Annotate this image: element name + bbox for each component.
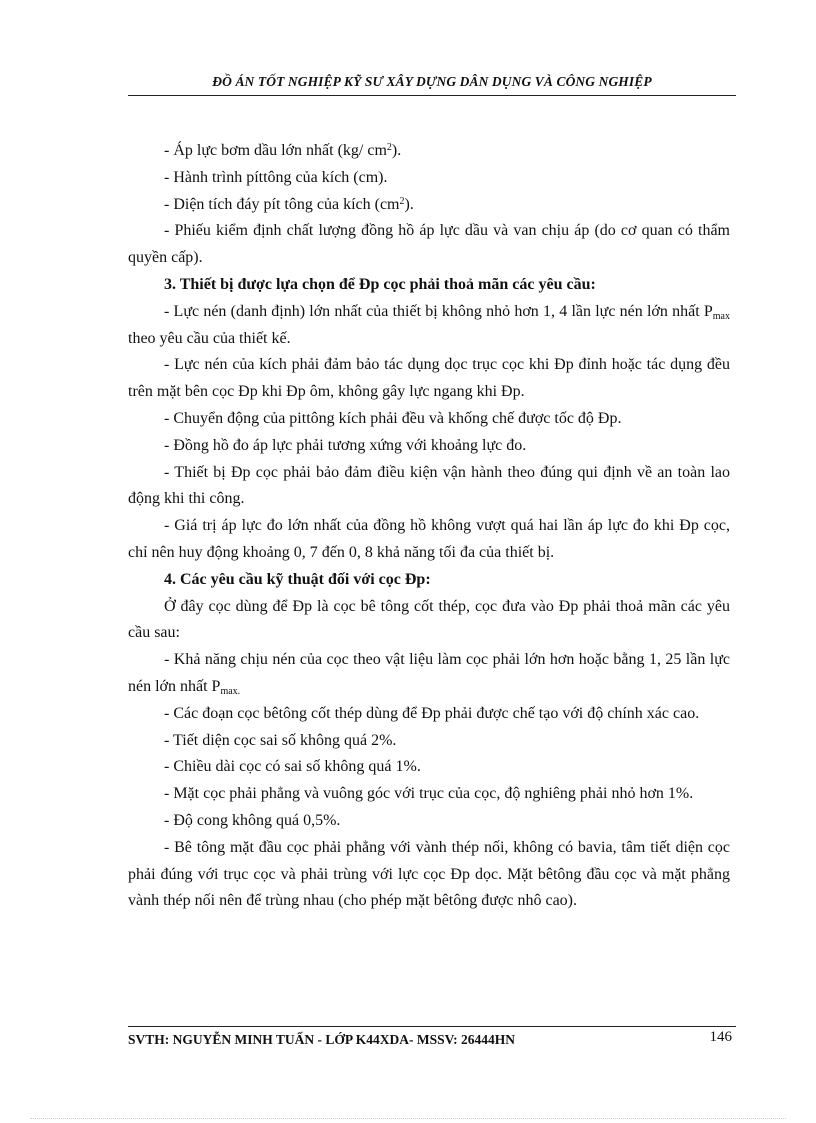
list-item: - Lực nén (danh định) lớn nhất của thiết bị không nhỏ hơn 1, 4 lần lực nén lớn nhất $P_{max}$ theo yêu cầu của thiết kế. bbox=[128, 302, 730, 347]
list-item: - Lực nén của kích phải đảm bảo tác dụng dọc trục cọc khi Đp đỉnh hoặc tác dụng đều trên mặt bên cọc Đp khi Đp ôm, không gây lực ngang khi Đp. bbox=[128, 356, 730, 401]
list-item: - Chiều dài cọc có sai số không quá 1%. bbox=[164, 758, 421, 776]
section-heading: 4. Các yêu cầu kỹ thuật đối với cọc Đp: bbox=[164, 570, 431, 588]
list-item: - Mặt cọc phải phẳng và vuông góc với trục của cọc, độ nghiêng phải nhỏ hơn 1%. bbox=[164, 785, 694, 803]
list-item: - Bê tông mặt đầu cọc phải phẳng với vành thép nối, không có bavia, tâm tiết diện cọc phải đúng với trục cọc và phải trùng với lực cọc Đp dọc. Mặt bêtông đầu cọc và mặt phẳng vành thép nối nên để trùng nhau (cho phép mặt bêtông được nhô cao). bbox=[128, 838, 730, 910]
list-item: - Diện tích đáy pít tông của kích $(cm^2)$. bbox=[164, 195, 414, 213]
section-heading: 3. Thiết bị được lựa chọn để Đp cọc phải thoả mãn các yêu cầu: bbox=[164, 275, 596, 293]
page-content bbox=[128, 138, 730, 915]
list-item: - Tiết diện cọc sai số không quá 2%. bbox=[164, 731, 397, 749]
paragraph: Ở đây cọc dùng để Đp là cọc bê tông cốt thép, cọc đưa vào Đp phải thoả mãn các yêu cầu sau: bbox=[128, 597, 730, 642]
footer-divider bbox=[128, 1026, 736, 1027]
page-edge-dotted-line bbox=[30, 1118, 786, 1119]
list-item: - Các đoạn cọc bêtông cốt thép dùng để Đp phải được chế tạo với độ chính xác cao. bbox=[164, 704, 700, 722]
header-divider bbox=[128, 95, 736, 96]
list-item: - Đồng hồ đo áp lực phải tương xứng với khoảng lực đo. bbox=[164, 436, 527, 454]
list-item: - Giá trị áp lực đo lớn nhất của đồng hồ không vượt quá hai lần áp lực đo khi Đp cọc, chỉ nên huy động khoảng 0, 7 đến 0, 8 khả năng tối đa của thiết bị. bbox=[128, 517, 730, 561]
footer-author: SVTH: NGUYỄN MINH TUẤN - LỚP K44XDA- MSSV: 26444HN bbox=[128, 1032, 516, 1047]
running-footer bbox=[128, 1032, 736, 1048]
list-item: - Áp lực bơm dầu lớn nhất (kg/ $cm^2$). bbox=[164, 142, 402, 159]
list-item: - Chuyển động của pittông kích phải đều và khống chế được tốc độ Đp. bbox=[164, 409, 622, 427]
list-item: - Độ cong không quá 0,5%. bbox=[164, 811, 341, 829]
page-number: 146 bbox=[709, 1029, 732, 1045]
running-header: ĐỒ ÁN TỐT NGHIỆP KỸ SƯ XÂY DỰNG DÂN DỤNG VÀ CÔNG NGHIỆP bbox=[212, 74, 652, 89]
list-item: - Khả năng chịu nén của cọc theo vật liệu làm cọc phải lớn hơn hoặc bằng 1, 25 lần lực nén lớn nhất $P_{max.}$ bbox=[128, 651, 730, 697]
list-item: - Thiết bị Đp cọc phải bảo đảm điều kiện vận hành theo đúng qui định về an toàn lao động khi thi công. bbox=[128, 463, 730, 508]
list-item: - Phiếu kiểm định chất lượng đồng hồ áp lực dầu và van chịu áp (do cơ quan có thẩm quyền cấp). bbox=[128, 222, 730, 267]
list-item: - Hành trình píttông của kích (cm). bbox=[164, 168, 388, 186]
